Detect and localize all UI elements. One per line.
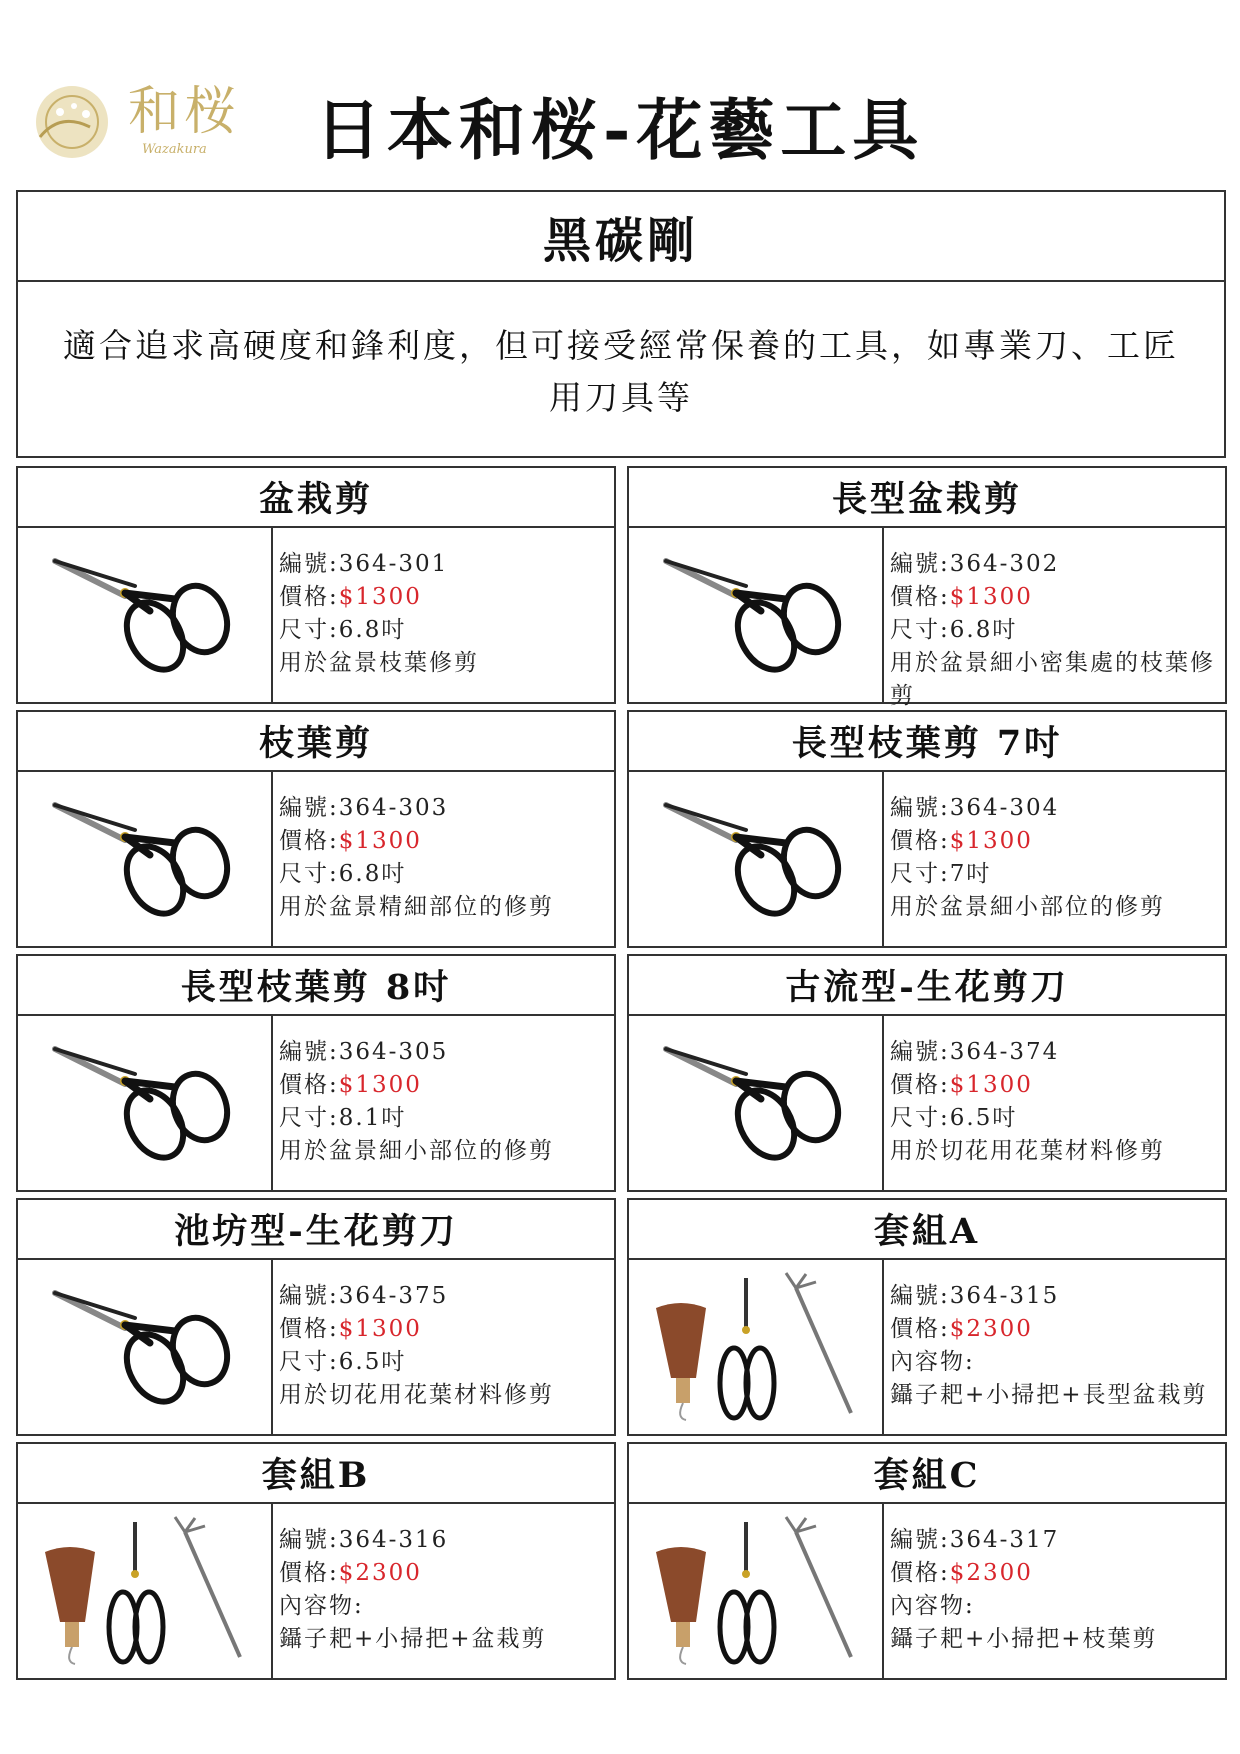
tool-set-icon [629, 1504, 884, 1680]
product-price: 價格:$2300 [890, 1560, 1033, 1586]
price-value: $2300 [949, 1316, 1033, 1342]
product-usage: 用於盆景細小部位的修剪 [890, 894, 1165, 920]
product-body [629, 1016, 1225, 1192]
scissors-icon [18, 772, 273, 948]
logo-subtitle: Wazakura [142, 142, 207, 157]
logo-text: 和桜 [128, 82, 241, 142]
scissors-icon [18, 528, 273, 704]
price-value: $2300 [338, 1560, 422, 1586]
product-size: 尺寸:6.8吋 [279, 861, 407, 887]
product-size: 尺寸:8.1吋 [279, 1105, 407, 1131]
product-price: 價格:$1300 [279, 584, 422, 610]
product-usage: 鑷子耙+小掃把+盆栽剪 [279, 1626, 547, 1652]
product-size: 尺寸:6.8吋 [279, 617, 407, 643]
product-title: 套組C [629, 1444, 1225, 1504]
product-info [884, 1016, 1225, 1192]
product-title: 古流型-生花剪刀 [629, 956, 1225, 1016]
product-card [16, 466, 616, 704]
product-card [16, 954, 616, 1192]
product-card [16, 710, 616, 948]
product-usage: 用於切花用花葉材料修剪 [890, 1138, 1165, 1164]
tool-set-icon [629, 1260, 884, 1436]
product-usage: 用於盆景細小密集處的枝葉修剪 [890, 650, 1215, 709]
product-card [16, 1442, 616, 1680]
product-body [629, 1504, 1225, 1680]
material-intro [16, 190, 1226, 458]
product-card [627, 1198, 1227, 1436]
product-code: 編號:364-316 [279, 1527, 449, 1553]
product-info [273, 772, 614, 948]
product-card [627, 710, 1227, 948]
product-body [629, 1260, 1225, 1436]
scissors-icon [18, 1260, 273, 1436]
product-info [273, 528, 614, 704]
product-body [18, 1260, 614, 1436]
scissors-icon [629, 772, 884, 948]
price-value: $1300 [338, 584, 422, 610]
product-size: 內容物: [890, 1593, 975, 1619]
product-body [18, 772, 614, 948]
product-size: 尺寸:7吋 [890, 861, 992, 887]
price-value: $1300 [949, 828, 1033, 854]
price-value: $2300 [949, 1560, 1033, 1586]
sakura-emblem-icon [30, 82, 120, 162]
product-body [629, 772, 1225, 948]
scissors-icon [629, 1016, 884, 1192]
product-price: 價格:$1300 [279, 1316, 422, 1342]
product-title: 池坊型-生花剪刀 [18, 1200, 614, 1260]
product-title: 套組A [629, 1200, 1225, 1260]
product-title: 套組B [18, 1444, 614, 1504]
product-info [273, 1504, 614, 1680]
price-value: $1300 [338, 1316, 422, 1342]
product-price: 價格:$1300 [890, 1072, 1033, 1098]
product-size: 內容物: [890, 1349, 975, 1375]
product-code: 編號:364-375 [279, 1283, 449, 1309]
product-title: 長型枝葉剪 7吋 [629, 712, 1225, 772]
product-card [627, 954, 1227, 1192]
material-title: 黑碳剛 [18, 192, 1224, 282]
product-usage: 鑷子耙+小掃把+長型盆栽剪 [890, 1382, 1208, 1408]
scissors-icon [18, 1016, 273, 1192]
product-size: 尺寸:6.5吋 [279, 1349, 407, 1375]
product-code: 編號:364-305 [279, 1039, 449, 1065]
product-size: 內容物: [279, 1593, 364, 1619]
product-info [884, 528, 1225, 709]
product-price: 價格:$1300 [890, 584, 1033, 610]
product-code: 編號:364-302 [890, 551, 1060, 577]
brand-logo [30, 82, 260, 162]
product-size: 尺寸:6.8吋 [890, 617, 1018, 643]
product-price: 價格:$1300 [890, 828, 1033, 854]
product-info [273, 1260, 614, 1436]
product-title: 盆栽剪 [18, 468, 614, 528]
product-info [273, 1016, 614, 1192]
page-title: 日本和桜-花藝工具 [315, 91, 925, 169]
product-body [18, 528, 614, 704]
product-price: 價格:$1300 [279, 1072, 422, 1098]
product-body [629, 528, 1225, 709]
tool-set-icon [18, 1504, 273, 1680]
product-code: 編號:364-317 [890, 1527, 1060, 1553]
scissors-icon [629, 528, 884, 704]
product-code: 編號:364-304 [890, 795, 1060, 821]
product-usage: 鑷子耙+小掃把+枝葉剪 [890, 1626, 1158, 1652]
product-body [18, 1504, 614, 1680]
price-value: $1300 [338, 828, 422, 854]
price-value: $1300 [949, 1072, 1033, 1098]
product-title: 枝葉剪 [18, 712, 614, 772]
product-info [884, 1260, 1225, 1436]
product-usage: 用於切花用花葉材料修剪 [279, 1382, 554, 1408]
product-title: 長型枝葉剪 8吋 [18, 956, 614, 1016]
product-code: 編號:364-374 [890, 1039, 1060, 1065]
product-price: 價格:$2300 [890, 1316, 1033, 1342]
product-price: 價格:$2300 [279, 1560, 422, 1586]
product-usage: 用於盆景精細部位的修剪 [279, 894, 554, 920]
product-body [18, 1016, 614, 1192]
product-usage: 用於盆景枝葉修剪 [279, 650, 479, 676]
product-code: 編號:364-303 [279, 795, 449, 821]
product-usage: 用於盆景細小部位的修剪 [279, 1138, 554, 1164]
product-price: 價格:$1300 [279, 828, 422, 854]
product-card [16, 1198, 616, 1436]
material-description: 適合追求高硬度和鋒利度，但可接受經常保養的工具，如專業刀、工匠用刀具等 [63, 326, 1179, 417]
price-value: $1300 [338, 1072, 422, 1098]
product-size: 尺寸:6.5吋 [890, 1105, 1018, 1131]
product-code: 編號:364-315 [890, 1283, 1060, 1309]
price-value: $1300 [949, 584, 1033, 610]
product-code: 編號:364-301 [279, 551, 449, 577]
product-info [884, 772, 1225, 948]
product-card [627, 466, 1227, 709]
product-title: 長型盆栽剪 [629, 468, 1225, 528]
product-card [627, 1442, 1227, 1680]
page-header [0, 0, 1240, 190]
product-info [884, 1504, 1225, 1680]
